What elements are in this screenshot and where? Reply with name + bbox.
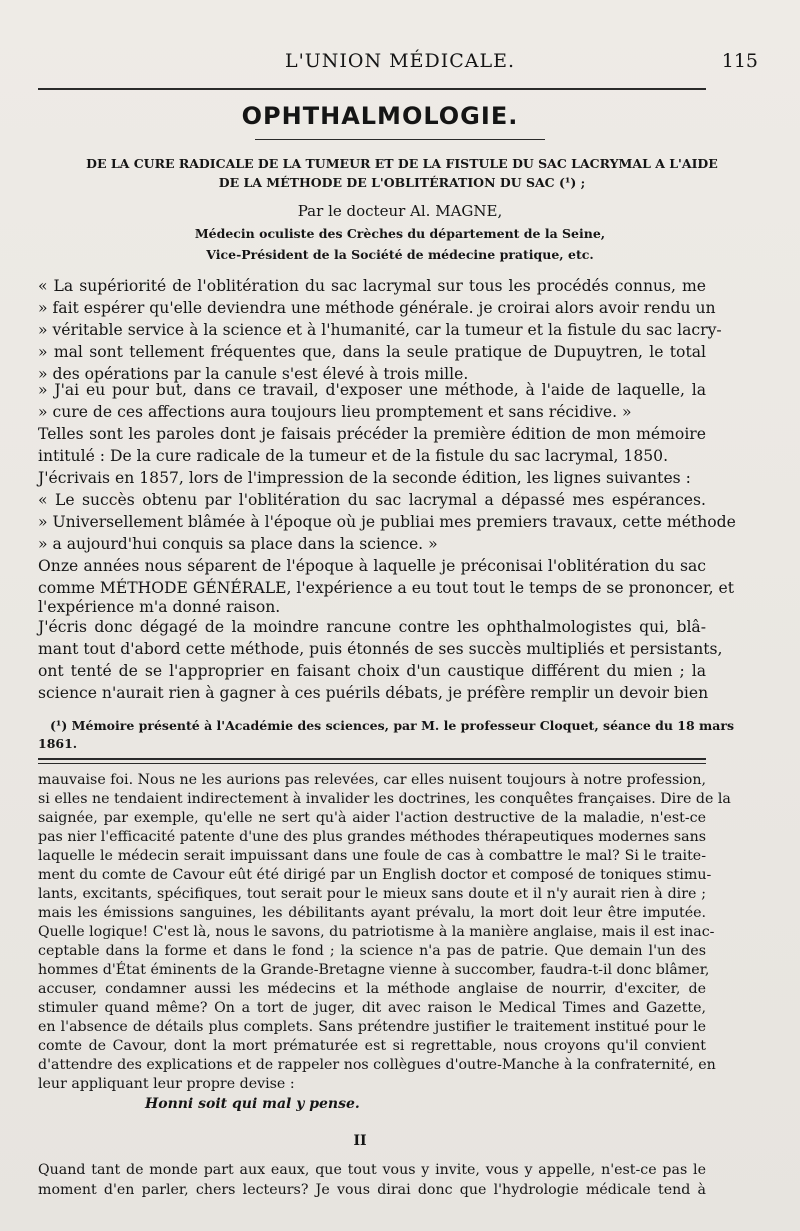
- body-line: » fait espérer qu'elle deviendra une méthode générale. je croirai alors avoir rendu un: [38, 299, 716, 317]
- feuilleton-line: laquelle le médecin serait impuissant dans une foule de cas à combattre le mal? Si le traite-: [38, 848, 706, 864]
- feuilleton-line: Quelle logique! C'est là, nous le savons, du patriotisme à la manière anglaise, mais il est inac-: [38, 924, 715, 940]
- feuilleton-line: accuser, condamner aussi les médecins et la méthode anglaise de nourrir, d'exciter, de: [38, 981, 706, 997]
- feuilleton-line: en l'absence de détails plus complets. Sans prétendre justifier le traitement institué pour le: [38, 1019, 706, 1035]
- section-title: OPHTHALMOLOGIE.: [241, 102, 519, 130]
- body-line: comme MÉTHODE GÉNÉRALE, l'expérience a eu tout tout le temps de se prononcer, et: [38, 579, 734, 597]
- feuilleton-line: mais les émissions sanguines, les débilitants ayant prévalu, la mort doit leur être imputée.: [38, 905, 706, 921]
- body-line: » mal sont tellement fréquentes que, dans la seule pratique de Dupuytren, le total: [38, 343, 706, 361]
- feuilleton-line: ment du comte de Cavour eût été dirigé par un English doctor et composé de toniques stimu-: [38, 867, 712, 883]
- feuilleton-line: hommes d'État éminents de la Grande-Bretagne vienne à succomber, faudra-t-il donc blâmer,: [38, 962, 710, 978]
- feuilleton-rule: [38, 763, 706, 764]
- article-title-line: DE LA CURE RADICALE DE LA TUMEUR ET DE LA FISTULE DU SAC LACRYMAL A L'AIDE: [86, 156, 718, 171]
- feuilleton-line: Quand tant de monde part aux eaux, que tout vous y invite, vous y appelle, n'est-ce pas le: [38, 1162, 706, 1178]
- body-line: » des opérations par la canule s'est élevé à trois mille.: [38, 365, 469, 383]
- feuilleton-line: moment d'en parler, chers lecteurs? Je vous dirai donc que l'hydrologie médicale tend à: [38, 1182, 706, 1198]
- body-line: mant tout d'abord cette méthode, puis étonnés de ses succès multipliés et persistants,: [38, 640, 723, 658]
- feuilleton-line: lants, excitants, spécifiques, tout serait pour le mieux sans doute et il n'y aurait rien à dire ;: [38, 886, 706, 902]
- section-number: II: [353, 1133, 367, 1149]
- body-line: » J'ai eu pour but, dans ce travail, d'exposer une méthode, à l'aide de laquelle, la: [38, 381, 706, 399]
- body-line: ont tenté de se l'approprier en faisant choix d'un caustique différent du mien ; la: [38, 662, 706, 680]
- section-rule: [255, 139, 545, 140]
- body-line: » véritable service à la science et à l'humanité, car la tumeur et la fistule du sac lacry-: [38, 321, 722, 339]
- body-line: » cure de ces affections aura toujours lieu promptement et sans récidive. »: [38, 403, 632, 421]
- body-line: » a aujourd'hui conquis sa place dans la science. »: [38, 535, 438, 553]
- body-line: J'écrivais en 1857, lors de l'impression de la seconde édition, les lignes suivantes :: [38, 469, 691, 487]
- body-line: Telles sont les paroles dont je faisais précéder la première édition de mon mémoire: [38, 425, 706, 443]
- article-title-line: DE LA MÉTHODE DE L'OBLITÉRATION DU SAC (¹) ;: [218, 175, 586, 190]
- feuilleton-rule: [38, 758, 706, 760]
- author-affiliation: Vice-Président de la Société de médecine pratique, etc.: [206, 247, 594, 262]
- body-line: J'écris donc dégagé de la moindre rancune contre les ophthalmologistes qui, blâ-: [38, 618, 706, 636]
- page-number: 115: [721, 50, 758, 72]
- header-rule: [38, 88, 706, 90]
- feuilleton-line: comte de Cavour, dont la mort prématurée est si regrettable, nous croyons qu'il convient: [38, 1038, 706, 1054]
- motto: Honni soit qui mal y pense.: [145, 1096, 360, 1112]
- body-line: » Universellement blâmée à l'époque où je publiai mes premiers travaux, cette méthode: [38, 513, 736, 531]
- article-author: Par le docteur Al. MAGNE,: [297, 202, 503, 220]
- feuilleton-line: stimuler quand même? On a tort de juger, dit avec raison le Medical Times and Gazette,: [38, 1000, 706, 1016]
- feuilleton-line: ceptable dans la forme et dans le fond ; la science n'a pas de patrie. Que demain l'un des: [38, 943, 706, 959]
- running-header-journal: L'UNION MÉDICALE.: [284, 50, 516, 72]
- footnote-line: (¹) Mémoire présenté à l'Académie des sciences, par M. le professeur Cloquet, séance du 18 mars: [50, 718, 734, 733]
- author-affiliation: Médecin oculiste des Crèches du département de la Seine,: [194, 226, 606, 241]
- feuilleton-line: si elles ne tendaient indirectement à invalider les doctrines, les conquêtes françaises. Dire de la: [38, 791, 731, 807]
- body-line: intitulé : De la cure radicale de la tumeur et de la fistule du sac lacrymal, 1850.: [38, 447, 669, 465]
- body-line: « Le succès obtenu par l'oblitération du sac lacrymal a dépassé mes espérances.: [38, 491, 706, 509]
- footnote-line: 1861.: [38, 736, 78, 751]
- feuilleton-line: saignée, par exemple, qu'elle ne sert qu'à aider l'action destructive de la maladie, n'est-ce: [38, 810, 706, 826]
- body-line: l'expérience m'a donné raison.: [38, 598, 281, 616]
- feuilleton-line: leur appliquant leur propre devise :: [38, 1076, 295, 1092]
- article-title: [32, 154, 772, 192]
- feuilleton-line: pas nier l'efficacité patente d'une des plus grandes méthodes thérapeutiques modernes sans: [38, 829, 706, 845]
- feuilleton-line: d'attendre des explications et de rappeler nos collègues d'outre-Manche à la confraternité, en: [38, 1057, 716, 1073]
- body-line: science n'aurait rien à gagner à ces puérils débats, je préfère remplir un devoir bien: [38, 684, 709, 702]
- feuilleton-line: mauvaise foi. Nous ne les aurions pas relevées, car elles nuisent toujours à notre profession,: [38, 772, 706, 788]
- body-line: Onze années nous séparent de l'époque à laquelle je préconisai l'oblitération du sac: [38, 557, 706, 575]
- body-line: « La supériorité de l'oblitération du sac lacrymal sur tous les procédés connus, me: [38, 277, 706, 295]
